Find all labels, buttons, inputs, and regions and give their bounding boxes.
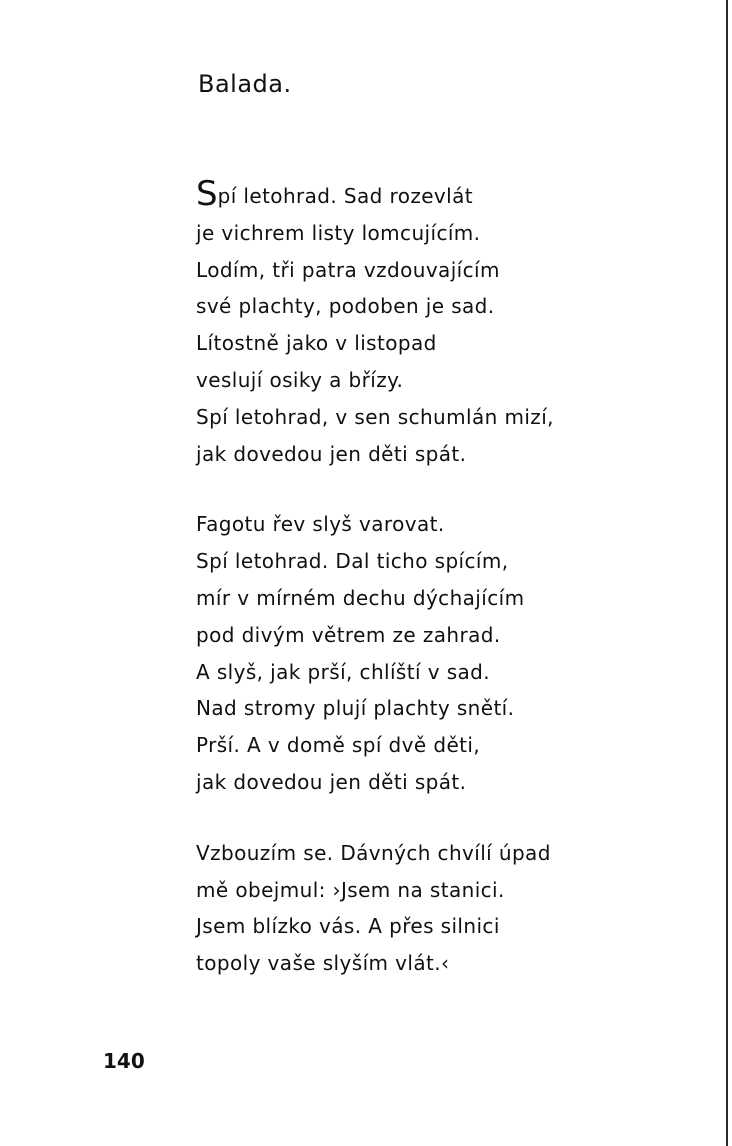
poem-line: Fagotu řev slyš varovat. xyxy=(196,512,445,537)
poem-line: veslují osiky a břízy. xyxy=(196,367,404,392)
poem-line: jak dovedou jen děti spát. xyxy=(196,441,467,466)
poem-line: topoly vaše slyším vlát.‹ xyxy=(196,951,450,976)
poem-line: je vichrem listy lomcujícím. xyxy=(196,220,481,245)
poem-line: Nad stromy plují plachty snětí. xyxy=(196,696,515,721)
poem-line: Jsem blízko vás. A přes silnici xyxy=(196,914,500,939)
poem-line: Lodím, tři patra vzdouvajícím xyxy=(196,257,500,282)
poem-line: mě obejmul: ›Jsem na stanici. xyxy=(196,877,505,902)
poem-line: Spí letohrad. Dal ticho spícím, xyxy=(196,549,509,574)
poem-line: pod divým větrem ze zahrad. xyxy=(196,622,501,647)
page-number: 140 xyxy=(103,1049,145,1073)
initial-letter: S xyxy=(196,174,218,214)
poem-line: Spí letohrad, v sen schumlán mizí, xyxy=(196,404,554,429)
poem-title: Balada. xyxy=(198,70,292,98)
poem-line: jak dovedou jen děti spát. xyxy=(196,769,467,794)
page-edge-line xyxy=(726,0,728,1146)
poem-line: mír v mírném dechu dýchajícím xyxy=(196,585,525,610)
poem-line: Prší. A v domě spí dvě děti, xyxy=(196,733,481,758)
stanza-1 xyxy=(196,174,676,472)
poem-line xyxy=(196,174,676,215)
poem-body xyxy=(196,174,676,1016)
stanza-3 xyxy=(196,835,676,982)
stanza-2 xyxy=(196,506,676,800)
poem-line: A slyš, jak prší, chlíští v sad. xyxy=(196,659,491,684)
poem-line: Vzbouzím se. Dávných chvílí úpad xyxy=(196,840,551,865)
poem-line: Lítostně jako v listopad xyxy=(196,331,437,356)
poem-line: své plachty, podoben je sad. xyxy=(196,294,495,319)
first-line-text: pí letohrad. Sad rozevlát xyxy=(217,184,474,208)
